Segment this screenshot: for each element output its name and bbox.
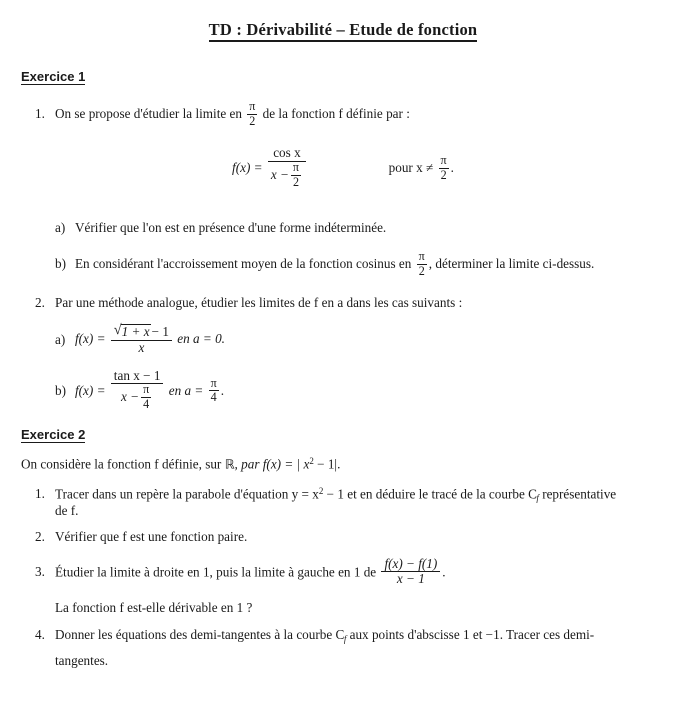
exercise-2-heading-text: Exercice 2 xyxy=(21,426,86,442)
exercise-2-question-3 xyxy=(21,555,665,589)
intro-text-end: − 1|. xyxy=(313,455,341,471)
question-formula xyxy=(75,367,665,414)
fraction-denominator xyxy=(111,384,164,412)
fraction-denominator: 2 xyxy=(249,113,256,128)
page-title xyxy=(21,20,665,40)
exercise-2-intro xyxy=(21,455,665,473)
question-text xyxy=(55,627,665,644)
denominator-left: x − xyxy=(270,167,289,183)
fraction-numerator: π xyxy=(143,382,150,397)
list-marker: b) xyxy=(55,256,66,272)
denominator-left: x − xyxy=(121,389,140,405)
exercise-1-question-2b xyxy=(21,367,665,414)
question-text-before: On se propose d'étudier la limite en xyxy=(55,106,242,122)
list-marker: 1. xyxy=(35,486,45,502)
fraction-denominator: 4 xyxy=(143,397,150,412)
fraction-numerator: π xyxy=(440,153,447,168)
radicand: 1 + x xyxy=(121,324,150,340)
formula-lhs: f(x) = xyxy=(75,382,106,398)
exercise-2-question-2 xyxy=(21,529,665,545)
exponent: 2 xyxy=(309,455,314,466)
question-text xyxy=(75,251,665,279)
question-text xyxy=(55,486,665,503)
exercise-1-question-1a xyxy=(21,220,665,236)
fraction-numerator: π xyxy=(249,99,256,114)
fraction-pi-over-2 xyxy=(417,250,427,278)
intro-text-after: , par f(x) = | x xyxy=(234,455,310,471)
exponent: 2 xyxy=(318,485,324,496)
list-marker: a) xyxy=(55,331,66,347)
question-text: Par une méthode analogue, étudier les limites de f en a dans les cas suivants : xyxy=(55,295,463,311)
exercise-2-question-4-continuation: tangentes. xyxy=(55,652,109,668)
formula-tail: en a = 0. xyxy=(177,331,225,347)
document-page xyxy=(0,20,686,669)
exercise-1-heading-text: Exercice 1 xyxy=(21,69,86,84)
fraction-denominator: x xyxy=(138,339,145,355)
exercise-2-question-1-continuation: de f. xyxy=(55,502,79,518)
condition-period: . xyxy=(450,160,454,176)
list-marker: 3. xyxy=(35,564,45,580)
equation-lhs: f(x) = xyxy=(232,160,263,176)
list-marker: 1. xyxy=(35,106,45,122)
list-marker: 4. xyxy=(35,627,45,643)
formula-tail-period: . xyxy=(220,382,224,398)
difference-quotient-fraction xyxy=(381,557,440,588)
fraction-denominator: 4 xyxy=(210,390,217,405)
question-text-before: Donner les équations des demi-tangentes à la courbe C xyxy=(55,627,345,643)
exercise-2-question-1 xyxy=(21,486,665,503)
main-fraction xyxy=(111,323,172,355)
list-marker: 2. xyxy=(35,528,45,544)
page-title-text: TD : Dérivabilité – Etude de fonction xyxy=(209,20,478,42)
subscript-f: f xyxy=(343,633,347,644)
intro-text-before: On considère la fonction f définie, sur xyxy=(21,455,222,471)
fraction-numerator xyxy=(111,323,172,341)
nested-fraction-pi-over-2 xyxy=(291,161,301,189)
question-formula xyxy=(75,321,665,356)
question-text xyxy=(55,101,665,129)
fraction-numerator: f(x) − f(1) xyxy=(381,557,440,573)
question-text: Vérifier que f est une fonction paire. xyxy=(55,528,248,544)
question-text-before: Étudier la limite à droite en 1, puis la limite à gauche en 1 de xyxy=(55,564,377,580)
fraction-numerator: π xyxy=(292,159,300,174)
radical-sign-icon: √ xyxy=(113,321,122,338)
exercise-1-heading xyxy=(21,69,665,84)
equation-condition xyxy=(389,155,454,183)
list-marker: a) xyxy=(55,220,66,236)
question-text-after: , déterminer la limite ci-dessus. xyxy=(428,256,595,272)
fraction-numerator: π xyxy=(418,249,425,264)
list-marker: 2. xyxy=(35,295,45,311)
question-text-after: de la fonction f définie par : xyxy=(262,106,410,122)
question-text-after: représentative xyxy=(538,486,617,502)
nested-fraction-pi-over-4 xyxy=(141,383,151,411)
fraction-numerator: cos x xyxy=(268,146,306,162)
exercise-2-heading xyxy=(21,427,665,442)
condition-text: pour x ≠ xyxy=(388,160,434,176)
question-text: Vérifier que l'on est en présence d'une forme indéterminée. xyxy=(75,220,387,236)
list-marker: b) xyxy=(55,382,66,398)
formula-lhs: f(x) = xyxy=(75,331,106,347)
fraction-denominator: 2 xyxy=(292,174,299,189)
real-numbers-symbol: ℝ xyxy=(224,455,235,471)
question-text-after: aux points d'abscisse 1 et −1. Tracer ces demi- xyxy=(346,627,595,643)
fraction-numerator: tan x − 1 xyxy=(111,369,164,385)
fraction-pi-over-4 xyxy=(209,377,219,405)
square-root xyxy=(114,323,151,340)
equation-body xyxy=(232,147,308,191)
question-text-before: Tracer dans un repère la parabole d'équation y = x xyxy=(55,486,319,502)
numerator-tail: − 1 xyxy=(151,324,169,340)
exercise-1-question-2 xyxy=(21,295,665,311)
question-text xyxy=(55,555,665,589)
exercise-1-question-2a xyxy=(21,321,665,356)
main-fraction xyxy=(111,369,164,413)
exercise-2-question-3-continuation: La fonction f est-elle dérivable en 1 ? xyxy=(55,600,253,616)
display-equation-f-of-x xyxy=(21,147,665,205)
fraction-numerator: π xyxy=(210,375,217,390)
formula-tail-text: en a = xyxy=(168,382,204,398)
main-fraction xyxy=(268,146,306,190)
exercise-2-question-4 xyxy=(21,627,665,644)
fraction-denominator: 2 xyxy=(418,263,425,278)
fraction-denominator: 2 xyxy=(440,167,447,182)
exercise-1-question-1b xyxy=(21,251,665,279)
subscript-f: f xyxy=(536,492,539,503)
exercise-1-question-1 xyxy=(21,101,665,129)
question-text-before: En considérant l'accroissement moyen de la fonction cosinus en xyxy=(75,256,412,272)
question-text-mid: − 1 et en déduire le tracé de la courbe C xyxy=(323,486,537,502)
fraction-denominator xyxy=(268,159,306,190)
fraction-denominator: x − 1 xyxy=(396,571,425,587)
fraction-pi-over-2 xyxy=(439,154,449,182)
question-text-after: . xyxy=(442,564,446,580)
fraction-pi-over-2 xyxy=(247,100,257,128)
